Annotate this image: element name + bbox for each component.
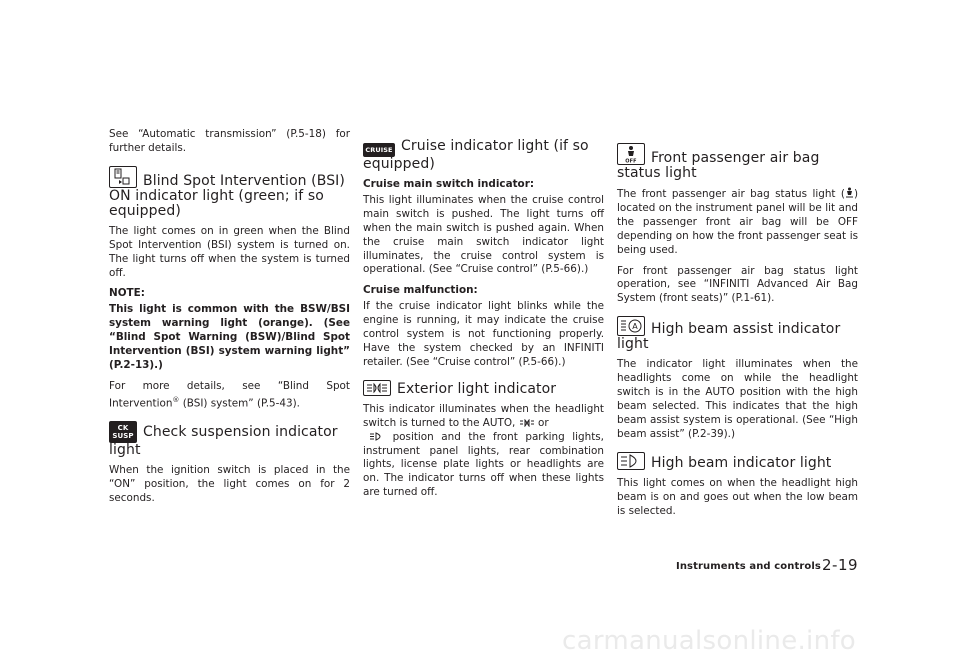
airbag-status-body: [617, 187, 858, 258]
high-beam-heading: [617, 452, 858, 471]
high-beam-assist-icon: [617, 316, 645, 336]
bsi-more-details-text-b: (BSI) system” (P.5-43).: [179, 397, 300, 410]
cruise-icon-text: CRUISE: [365, 146, 393, 154]
watermark: carmanualsonline.info: [562, 626, 857, 656]
exterior-light-heading-text: Exterior light indicator: [397, 380, 557, 397]
passenger-airbag-off-icon-text: OFF: [625, 158, 637, 164]
bsi-more-details-text-a: For more details, see “Blind Spot Intervention: [109, 379, 350, 410]
check-suspension-icon-text: CK SUSP: [112, 424, 134, 441]
cruise-malfunction-label: Cruise malfunction:: [363, 284, 478, 297]
section-footer: Instruments and controls: [676, 561, 821, 572]
high-beam-body: This light comes on when the headlight high beam is on and goes out when the low beam is selected.: [617, 476, 858, 517]
high-beam-icon: [617, 452, 645, 470]
column-3: [617, 143, 858, 525]
cruise-heading-text: Cruise indicator light (if so equipped): [363, 138, 589, 172]
bsi-more-details: [109, 380, 350, 411]
cruise-main-switch-label: Cruise main switch indicator:: [363, 178, 534, 190]
bsi-heading: [109, 166, 350, 219]
exterior-light-body-a: This indicator illuminates when the headlight switch is turned to the AUTO,: [363, 402, 604, 429]
bsi-note: This light is common with the BSW/BSI system warning light (orange). (See “Blind Spot Warning (BSW)/Blind Spot Intervention (BSI) system warning light” (P.2-13).): [109, 303, 350, 371]
exterior-light-body: [363, 403, 604, 500]
exterior-light-heading: [363, 380, 604, 397]
exterior-light-icon: [363, 380, 391, 396]
headlight-icon: [369, 432, 385, 441]
check-suspension-heading: [109, 421, 350, 458]
registered-mark: ®: [172, 395, 180, 404]
cruise-icon: [363, 143, 395, 157]
airbag-status-heading: [617, 143, 858, 181]
cruise-heading: [363, 139, 604, 172]
high-beam-assist-heading-text: High beam assist indicator light: [617, 321, 841, 353]
exterior-light-body-or: or: [537, 416, 549, 429]
bsi-heading-text: Blind Spot Intervention (BSI) ON indicator light (green; if so equipped): [109, 172, 345, 219]
check-suspension-body: When the ignition switch is placed in the “ON” position, the light comes on for 2 seconds.: [109, 464, 350, 504]
high-beam-assist-heading: [617, 316, 858, 352]
page-number: 2-19: [822, 556, 859, 574]
airbag-status-heading-text: Front passenger air bag status light: [617, 150, 820, 181]
bsi-note-label: NOTE:: [109, 287, 145, 300]
airbag-inline-icon: [845, 187, 854, 198]
high-beam-heading-text: High beam indicator light: [651, 454, 832, 471]
airbag-status-body-b: ) located on the instrument panel will be lit and the passenger front air bag will be OFF depending on how the front passenger seat is being used.: [617, 188, 858, 256]
intro-text: See “Automatic transmission” (P.5-18) for further details.: [109, 128, 350, 154]
passenger-airbag-off-icon: [617, 143, 645, 165]
airbag-status-body-a: The front passenger air bag status light (: [617, 188, 845, 200]
column-2: [363, 139, 604, 507]
cruise-main-switch-body: This light illuminates when the cruise control main switch is pushed. The light turns off when the main switch is pushed again. When the cruise main switch indicator light illuminates, the cruise control system is operational. (See “Cruise control” (P.5-66).): [363, 193, 604, 276]
check-suspension-heading-text: Check suspension indicator light: [109, 424, 338, 459]
blind-spot-intervention-icon: [109, 166, 137, 188]
exterior-light-body-b: position and the front parking lights, instrument panel lights, rear combination lights, license plate lights or headlights are on. The indicator turns off when these lights are turned off.: [363, 430, 604, 499]
cruise-malfunction-body: If the cruise indicator light blinks while the engine is running, it may indicate the cruise control system is not functioning properly. Have the system checked by an INFINITI retailer. (See “Cruise control” (P.5-66).): [363, 300, 604, 368]
high-beam-assist-icon-text: A: [632, 322, 638, 332]
bsi-body: The light comes on in green when the Blind Spot Intervention (BSI) system is turned on. The light turns off when the system is turned off.: [109, 224, 350, 279]
check-suspension-icon: [109, 421, 137, 443]
high-beam-assist-body: The indicator light illuminates when the headlights come on while the headlight switch is in the AUTO position with the high beam selected. This indicates that the high beam assist system is operational. (See “High beam assist” (P.2-39).): [617, 358, 858, 440]
column-1: [109, 128, 350, 513]
airbag-status-body-2: For front passenger air bag status light operation, see “INFINITI Advanced Air Bag System (front seats)” (P.1-61).: [617, 264, 858, 305]
parking-light-icon: [519, 418, 535, 426]
